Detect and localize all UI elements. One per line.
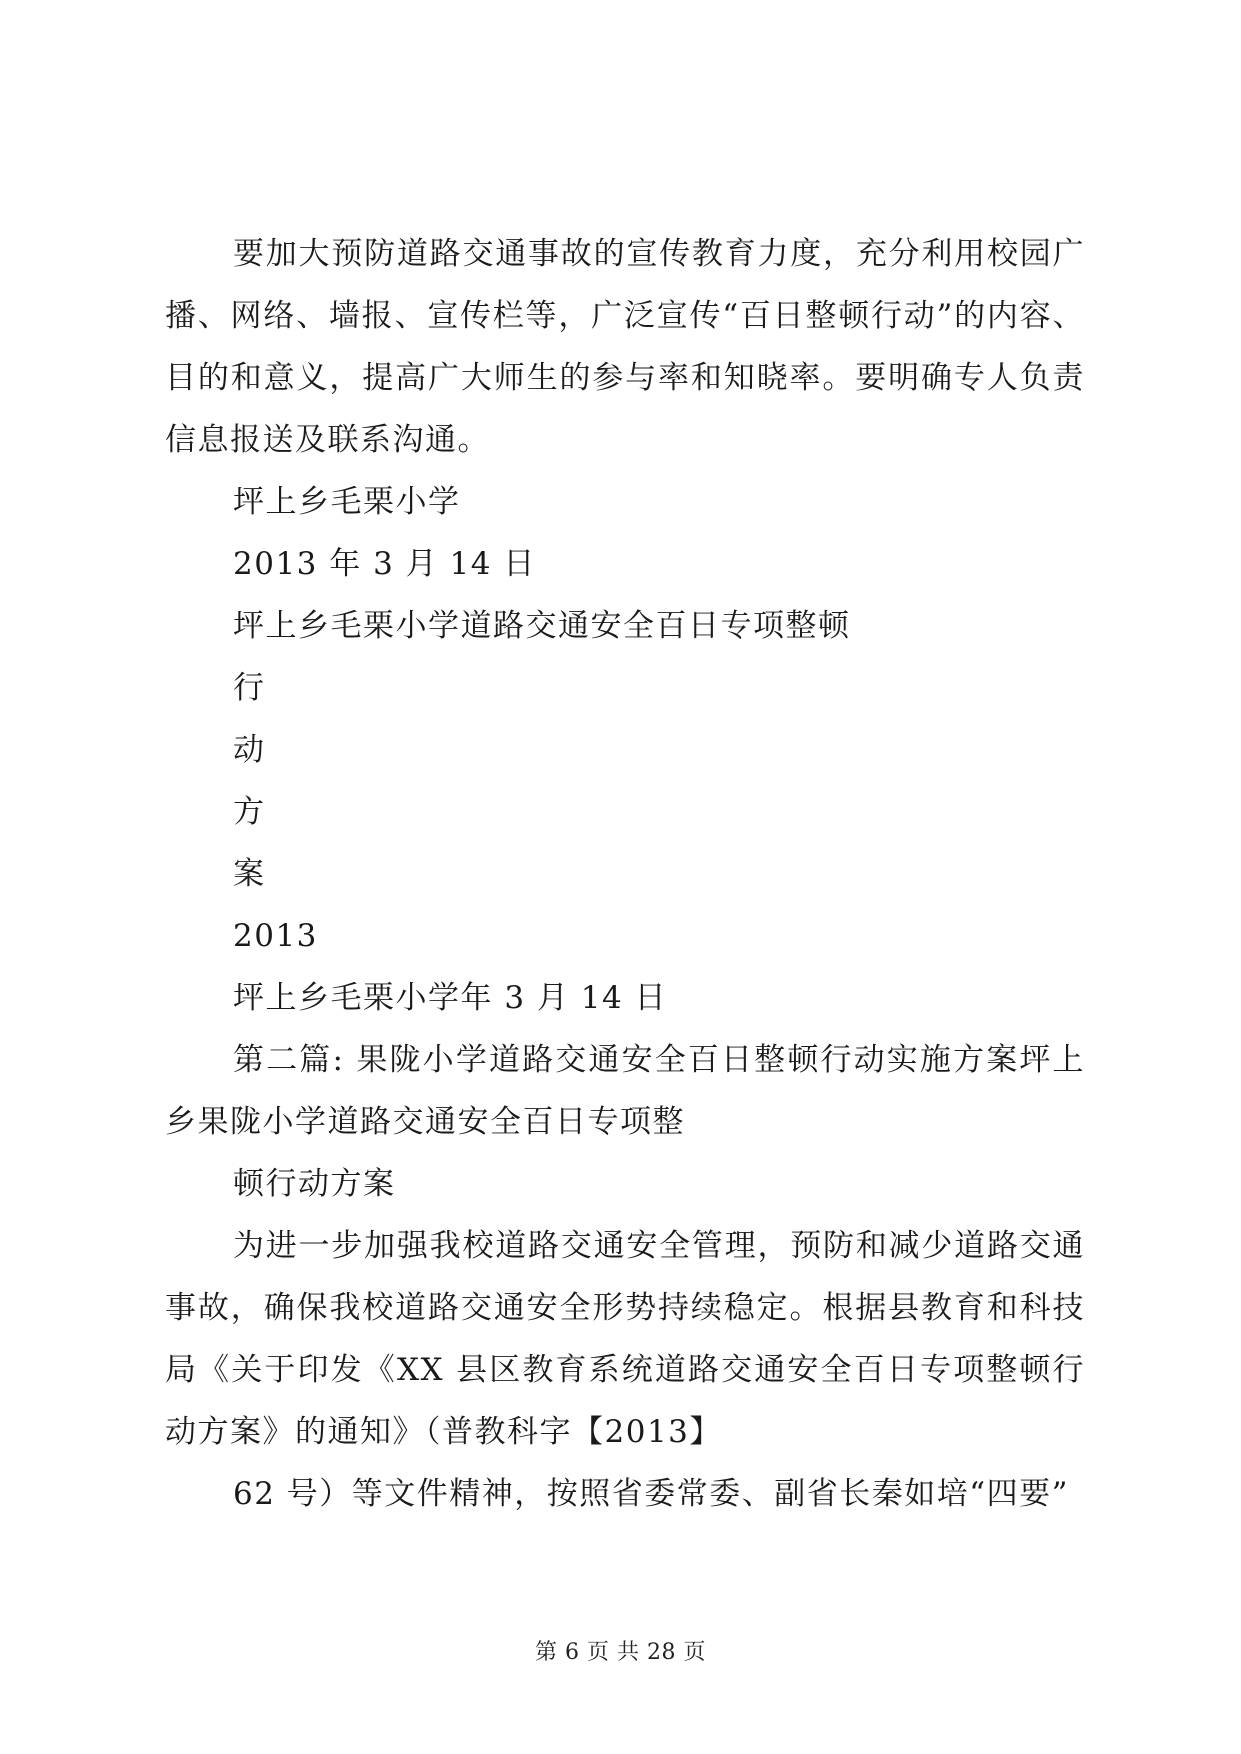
cover-year: 2013 bbox=[233, 918, 318, 954]
plan-title-char: 动 bbox=[233, 732, 266, 768]
paragraph-publicity: 要加大预防道路交通事故的宣传教育力度，充分利用校园广播、网络、墙报、宣传栏等，广泛宣传“百日整顿行动”的内容、目的和意义，提高广大师生的参与率和知晓率。要明确专人负责信息报送及联系沟通。 bbox=[165, 236, 1085, 458]
document-body bbox=[165, 223, 1085, 1525]
cover-school-date: 坪上乡毛栗小学年 3 月 14 日 bbox=[233, 980, 668, 1016]
plan-title-line: 坪上乡毛栗小学道路交通安全百日专项整顿 bbox=[233, 608, 851, 644]
plan-title-char: 案 bbox=[233, 856, 266, 892]
plan-title-char: 行 bbox=[233, 670, 266, 706]
paragraph-background: 为进一步加强我校道路交通安全管理，预防和减少道路交通事故，确保我校道路交通安全形势持续稳定。根据县教育和科技局《关于印发《XX 县区教育系统道路交通安全百日专项整顿行动方案》的通知》（普教科字【2013】 bbox=[165, 1228, 1085, 1450]
page-number-footer: 第 6 页 共 28 页 bbox=[535, 1640, 706, 1665]
section2-subtitle: 顿行动方案 bbox=[233, 1166, 396, 1202]
section2-heading: 第二篇: 果陇小学道路交通安全百日整顿行动实施方案坪上乡果陇小学道路交通安全百日专项整 bbox=[165, 1042, 1085, 1140]
paragraph-continuation: 62 号）等文件精神，按照省委常委、副省长秦如培“四要” bbox=[233, 1476, 1069, 1512]
signature-date: 2013 年 3 月 14 日 bbox=[233, 546, 536, 582]
signature-school: 坪上乡毛栗小学 bbox=[233, 484, 461, 520]
plan-title-char: 方 bbox=[233, 794, 266, 830]
